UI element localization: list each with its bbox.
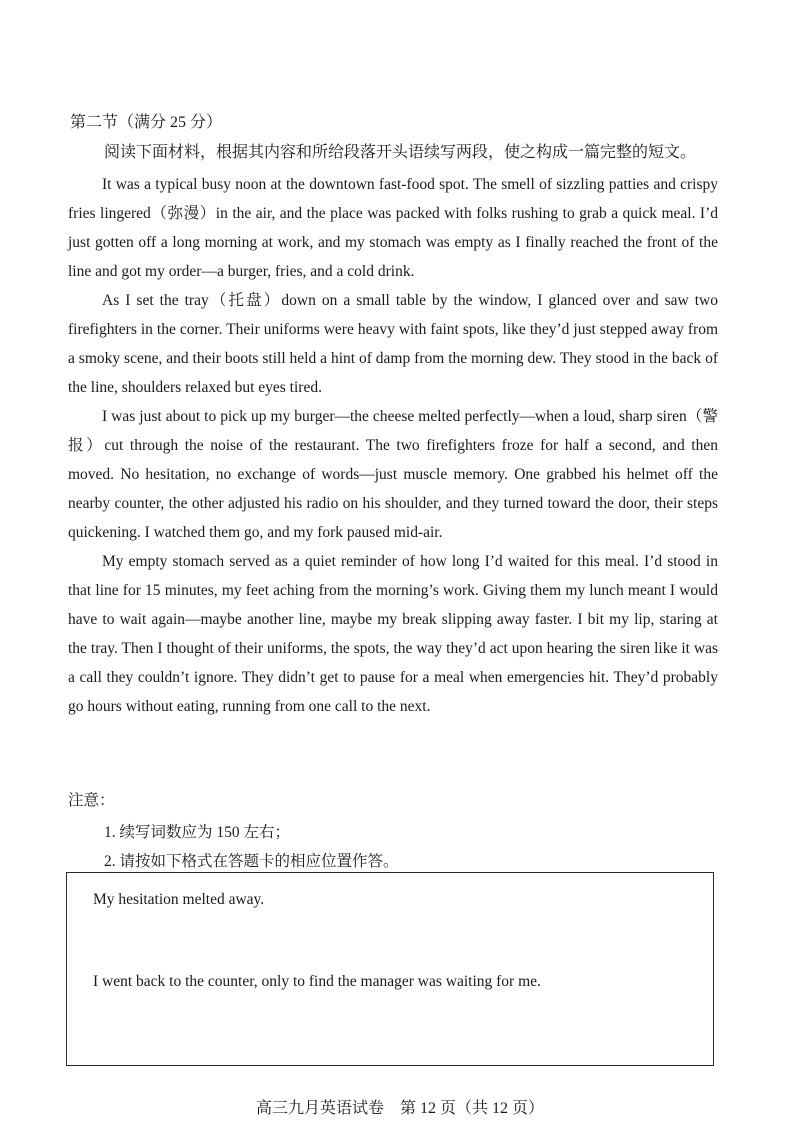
paragraph-opener-2: I went back to the counter, only to find the manager was waiting for me.	[93, 973, 541, 990]
passage-paragraph: It was a typical busy noon at the downtown fast-food spot. The smell of sizzling patties and crispy fries lingered（弥漫）in the air, and the place was packed with folks rushing to grab a quick meal. I’d just gotten off a long morning at work, and my stomach was empty as I finally reached the front of the line and got my order—a burger, fries, and a cold drink.	[68, 176, 718, 280]
answer-format-box	[66, 872, 714, 1066]
note-item: 2. 请按如下格式在答题卡的相应位置作答。	[104, 853, 399, 870]
reading-passage	[68, 170, 718, 721]
paragraph-opener-1: My hesitation melted away.	[93, 891, 265, 908]
note-item: 1. 续写词数应为 150 左右；	[104, 824, 291, 841]
page-footer: 高三九月英语试卷 第 12 页（共 12 页）	[255, 1100, 544, 1117]
notes-label: 注意：	[68, 792, 115, 809]
task-instruction: 阅读下面材料，根据其内容和所给段落开头语续写两段，使之构成一篇完整的短文。	[104, 144, 697, 161]
section-heading: 第二节（满分 25 分）	[70, 114, 223, 131]
passage-paragraph: I was just about to pick up my burger—the cheese melted perfectly—when a loud, sharp siren（警报）cut through the noise of the restaurant. The two firefighters froze for half a second, and then moved. No hesitation, no exchange of words—just muscle memory. One grabbed his helmet off the nearby counter, the other adjusted his radio on his shoulder, and they turned toward the door, their steps quickening. I watched them go, and my fork paused mid-air.	[68, 408, 718, 541]
passage-paragraph: My empty stomach served as a quiet reminder of how long I’d waited for this meal. I’d stood in that line for 15 minutes, my feet aching from the morning’s work. Giving them my lunch meant I would have to wait again—maybe another line, maybe my break slipping away faster. I bit my lip, staring at the tray. Then I thought of their uniforms, the spots, the way they’d act upon hearing the siren like it was a call they couldn’t ignore. They didn’t get to pause for a meal when emergencies hit. They’d probably go hours without eating, running from one call to the next.	[68, 553, 718, 715]
notes-list	[104, 818, 399, 876]
passage-paragraph: As I set the tray（托盘）down on a small table by the window, I glanced over and saw two firefighters in the corner. Their uniforms were heavy with faint spots, like they’d just stepped away from a smoky scene, and their boots still held a hint of damp from the morning dew. They stood in the back of the line, shoulders relaxed but eyes tired.	[68, 292, 718, 396]
